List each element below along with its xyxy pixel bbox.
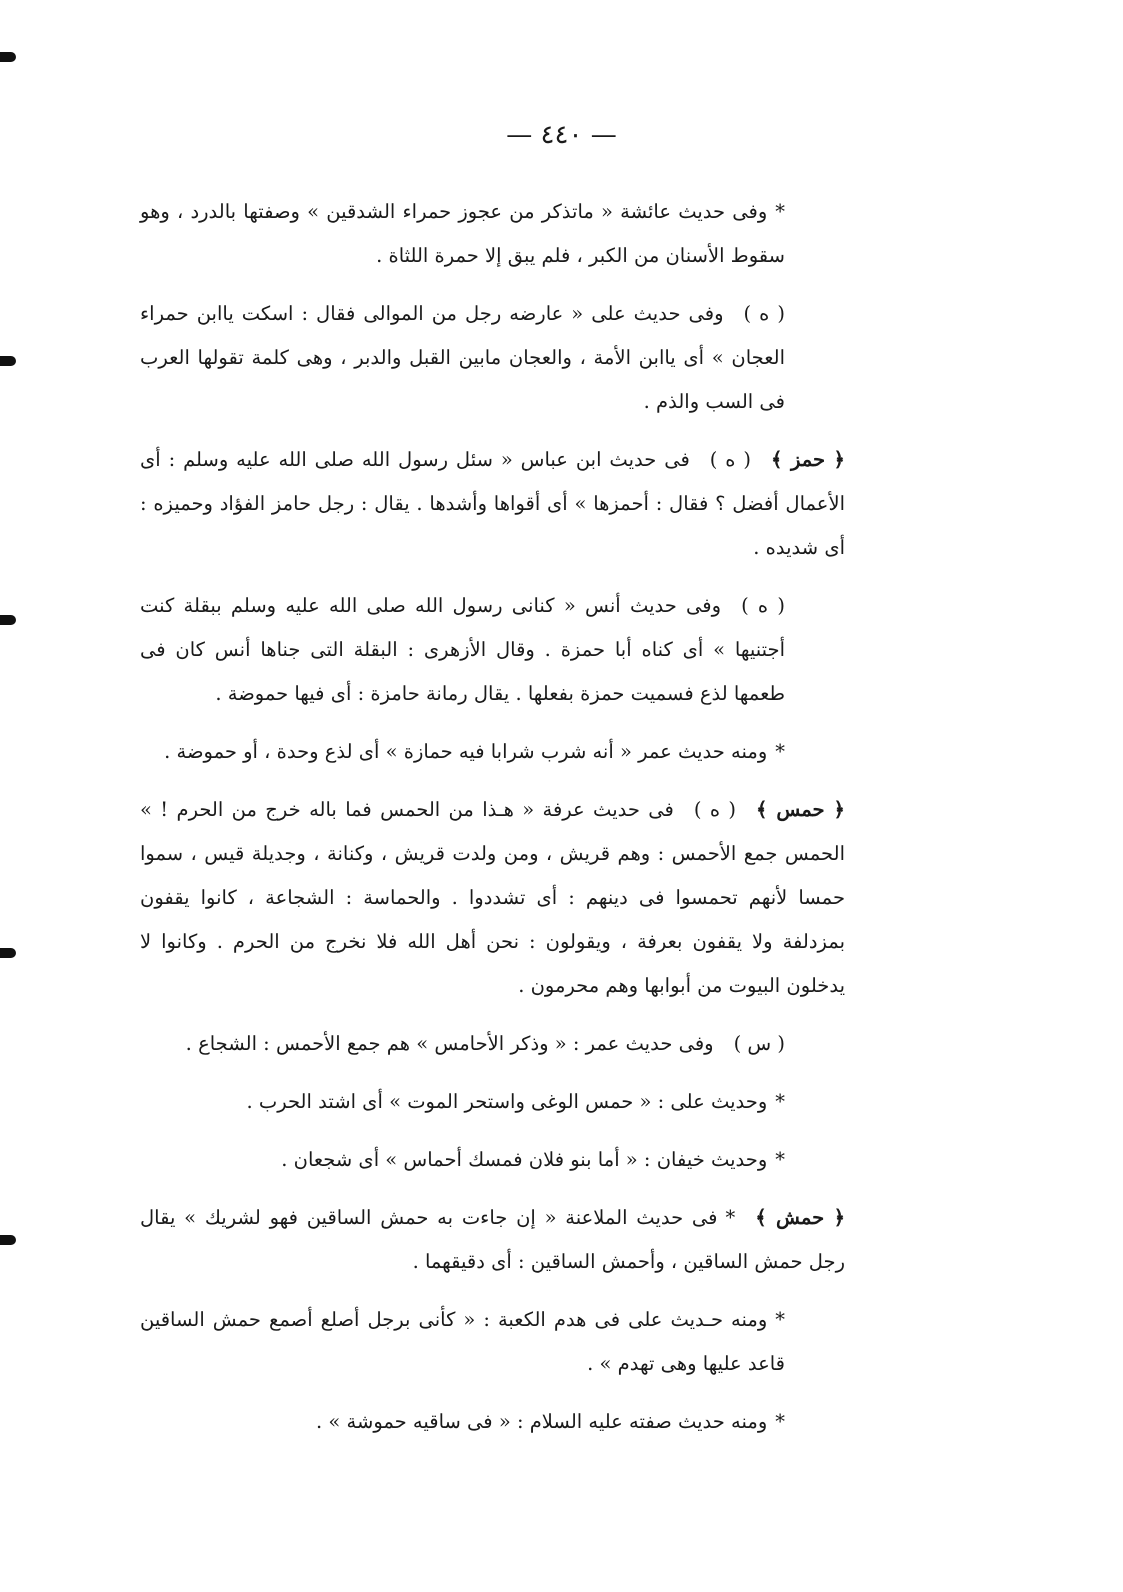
paragraph bbox=[140, 1196, 845, 1284]
entry-heading: ﴿ حمش ﴾ bbox=[755, 1206, 845, 1229]
paragraph bbox=[140, 1138, 845, 1182]
source-marker: ( ه ) bbox=[709, 448, 752, 471]
margin-mark bbox=[0, 1235, 16, 1245]
paragraph bbox=[140, 1080, 845, 1124]
source-marker: ( ه ) bbox=[693, 798, 737, 821]
margin-mark bbox=[0, 52, 16, 62]
paragraph bbox=[140, 190, 845, 278]
paragraph-text: ومنه حـديث على فى هدم الكعبة : « كأنى برجل أصلع أصمع حمش الساقين قاعد عليها وهى تهدم » . bbox=[140, 1308, 785, 1375]
asterisk-marker: * bbox=[725, 1206, 736, 1229]
paragraph bbox=[140, 292, 845, 424]
paragraph bbox=[140, 730, 845, 774]
asterisk-marker: * bbox=[775, 1148, 785, 1171]
margin-mark bbox=[0, 356, 16, 366]
margin-mark bbox=[0, 948, 16, 958]
paragraph-text: وفى حديث عائشة « ماتذكر من عجوز حمراء الشدقين » وصفتها بالدرد ، وهو سقوط الأسنان من الكبر ، فلم يبق إلا حمرة اللثاة . bbox=[140, 200, 785, 267]
paragraph bbox=[140, 788, 845, 1008]
asterisk-marker: * bbox=[775, 1308, 785, 1331]
entry-heading: ﴿ حمز ﴾ bbox=[771, 448, 845, 471]
paragraph-text: وحديث على : « حمس الوغى واستحر الموت » أى اشتد الحرب . bbox=[246, 1090, 768, 1113]
paragraph-text: وفى حديث عمر : « وذكر الأحامس » هم جمع الأحمس : الشجاع . bbox=[185, 1032, 714, 1055]
paragraph-text: وفى حديث على « عارضه رجل من الموالى فقال : اسكت ياابن حمراء العجان » أى ياابن الأمة ، والعجان مابين القبل والدبر ، وهى كلمة تقولها العرب فى السب والذم . bbox=[140, 302, 785, 413]
paragraph-text: ومنه حديث صفته عليه السلام : « فى ساقيه حموشة » . bbox=[316, 1410, 768, 1433]
source-marker: ( ه ) bbox=[741, 594, 785, 617]
source-marker: ( س ) bbox=[733, 1032, 785, 1055]
asterisk-marker: * bbox=[775, 1090, 785, 1113]
asterisk-marker: * bbox=[775, 740, 785, 763]
entry-heading: ﴿ حمس ﴾ bbox=[756, 798, 845, 821]
paragraph-text: ومنه حديث عمر « أنه شرب شرابا فيه حمازة » أى لذع وحدة ، أو حموضة . bbox=[164, 740, 768, 763]
margin-mark bbox=[0, 615, 16, 625]
asterisk-marker: * bbox=[775, 1410, 785, 1433]
paragraph bbox=[140, 1298, 845, 1386]
paragraph bbox=[140, 438, 845, 570]
page-body bbox=[140, 190, 845, 1458]
paragraph bbox=[140, 1022, 845, 1066]
paragraph-text: فى حديث ابن عباس « سئل رسول الله صلى الله عليه وسلم : أى الأعمال أفضل ؟ فقال : أحمزها » أى أقواها وأشدها . يقال : رجل حامز الفؤاد وحميزه : أى شديده . bbox=[140, 448, 845, 559]
source-marker: ( ه ) bbox=[743, 302, 785, 325]
paragraph bbox=[140, 584, 845, 716]
page-number: — ٤٤٠ — bbox=[506, 120, 617, 150]
paragraph-text: فى حديث الملاعنة « إن جاءت به حمش الساقين فهو لشريك » يقال رجل حمش الساقين ، وأحمش الساقين : أى دقيقهما . bbox=[140, 1206, 845, 1273]
paragraph-text: فى حديث عرفة « هـذا من الحمس فما باله خرج من الحرم ! » الحمس جمع الأحمس : وهم قريش ، ومن ولدت قريش ، وكنانة ، وجديلة قيس ، سموا حمسا لأنهم تحمسوا فى دينهم : أى تشددوا . والحماسة : الشجاعة ، كانوا يقفون بمزدلفة ولا يقفون بعرفة ، ويقولون : نحن أهل الله فلا نخرج من الحرم . وكانوا لا يدخلون البيوت من أبوابها وهم محرمون . bbox=[140, 798, 845, 997]
paragraph-text: وفى حديث أنس « كنانى رسول الله صلى الله عليه وسلم ببقلة كنت أجتنيها » أى كناه أبا حمزة . وقال الأزهرى : البقلة التى جناها أنس كان فى طعمها لذع فسميت حمزة بفعلها . يقال رمانة حامزة : أى فيها حموضة . bbox=[140, 594, 785, 705]
asterisk-marker: * bbox=[775, 200, 785, 223]
paragraph bbox=[140, 1400, 845, 1444]
paragraph-text: وحديث خيفان : « أما بنو فلان فمسك أحماس » أى شجعان . bbox=[281, 1148, 768, 1171]
